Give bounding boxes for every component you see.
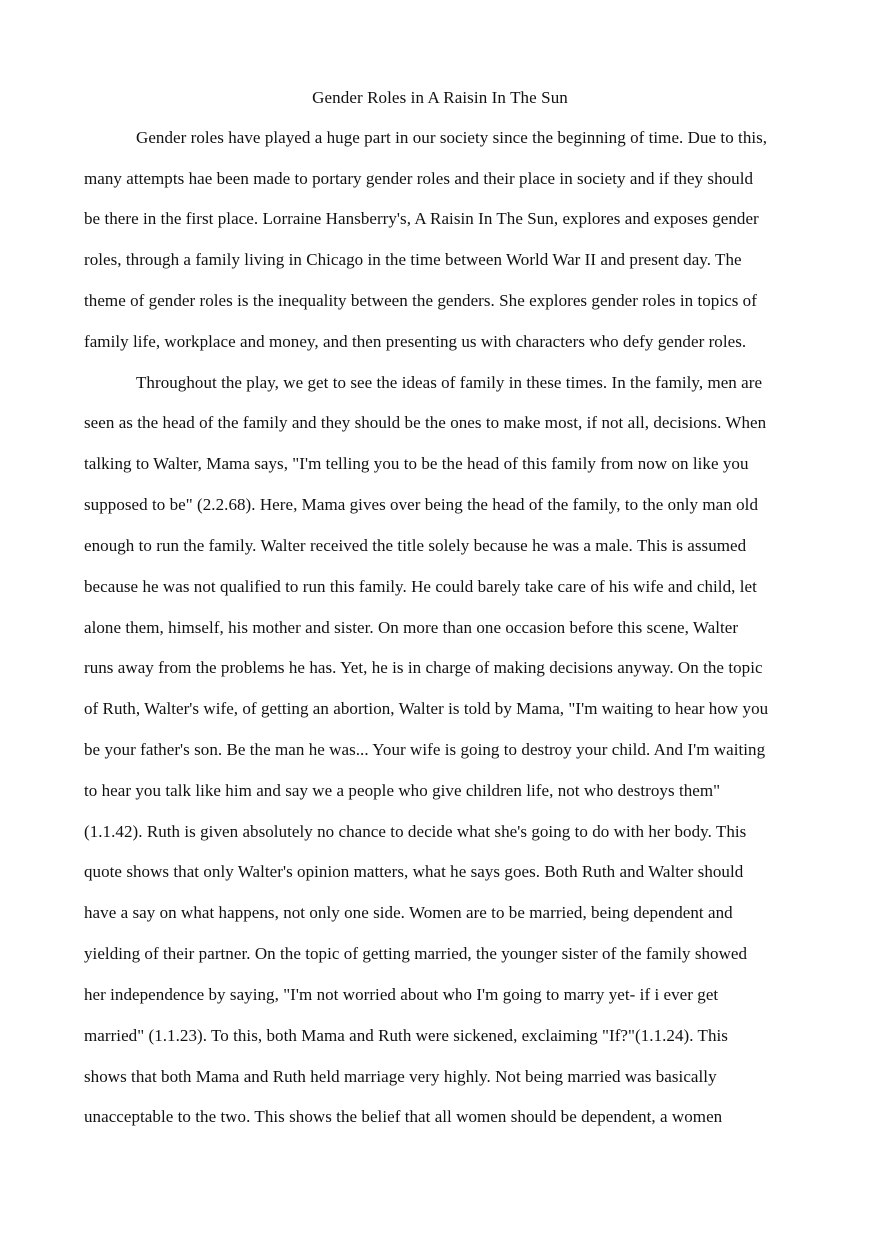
paragraph-1-line-5: theme of gender roles is the inequality between the genders. She explores gender roles in topics of xyxy=(84,291,757,310)
paragraph-2-line-17: married" (1.1.23). To this, both Mama and Ruth were sickened, exclaiming "If?"(1.1.24). This xyxy=(84,1026,728,1045)
page-title: Gender Roles in A Raisin In The Sun xyxy=(312,88,568,107)
paragraph-2-line-16: her independence by saying, "I'm not worried about who I'm going to marry yet- if i ever get xyxy=(84,985,719,1004)
paragraph-2-line-15: yielding of their partner. On the topic of getting married, the younger sister of the family showed xyxy=(84,944,748,963)
paragraph-2-line-8: runs away from the problems he has. Yet, he is in charge of making decisions anyway. On the topic xyxy=(84,658,763,677)
paragraph-2-line-12: (1.1.42). Ruth is given absolutely no chance to decide what she's going to do with her body. This xyxy=(84,822,747,841)
paragraph-1-line-4: roles, through a family living in Chicago in the time between World War II and present day. The xyxy=(84,250,742,269)
paragraph-2-line-2: seen as the head of the family and they should be the ones to make most, if not all, decisions. When xyxy=(84,413,767,432)
paragraph-2-line-7: alone them, himself, his mother and sister. On more than one occasion before this scene, Walter xyxy=(84,618,739,637)
paragraph-2-line-18: shows that both Mama and Ruth held marriage very highly. Not being married was basically xyxy=(84,1067,717,1086)
paragraph-2-line-4: supposed to be" (2.2.68). Here, Mama gives over being the head of the family, to the only man old xyxy=(84,495,758,514)
paragraph-2-line-13: quote shows that only Walter's opinion matters, what he says goes. Both Ruth and Walter should xyxy=(84,862,744,881)
paragraph-1-line-6: family life, workplace and money, and then presenting us with characters who defy gender roles. xyxy=(84,332,747,351)
paragraph-1-line-2: many attempts hae been made to portary gender roles and their place in society and if they should xyxy=(84,169,754,188)
paragraph-2-line-19: unacceptable to the two. This shows the belief that all women should be dependent, a women xyxy=(84,1107,723,1126)
paragraph-2-line-9: of Ruth, Walter's wife, of getting an abortion, Walter is told by Mama, "I'm waiting to hear how you xyxy=(84,699,769,718)
paragraph-2-line-11: to hear you talk like him and say we a people who give children life, not who destroys them" xyxy=(84,781,721,800)
paragraph-2-line-3: talking to Walter, Mama says, "I'm telling you to be the head of this family from now on like you xyxy=(84,454,749,473)
paragraph-2-line-1: Throughout the play, we get to see the ideas of family in these times. In the family, men are xyxy=(136,373,763,392)
paragraph-2-line-14: have a say on what happens, not only one side. Women are to be married, being dependent and xyxy=(84,903,733,922)
paragraph-2-line-5: enough to run the family. Walter received the title solely because he was a male. This is assumed xyxy=(84,536,747,555)
paragraph-1-line-1: Gender roles have played a huge part in our society since the beginning of time. Due to this, xyxy=(136,128,768,147)
paragraph-2-line-10: be your father's son. Be the man he was... Your wife is going to destroy your child. And I'm waiting xyxy=(84,740,766,759)
paragraph-2-line-6: because he was not qualified to run this family. He could barely take care of his wife and child, let xyxy=(84,577,757,596)
paragraph-1-line-3: be there in the first place. Lorraine Hansberry's, A Raisin In The Sun, explores and exposes gender xyxy=(84,209,759,228)
